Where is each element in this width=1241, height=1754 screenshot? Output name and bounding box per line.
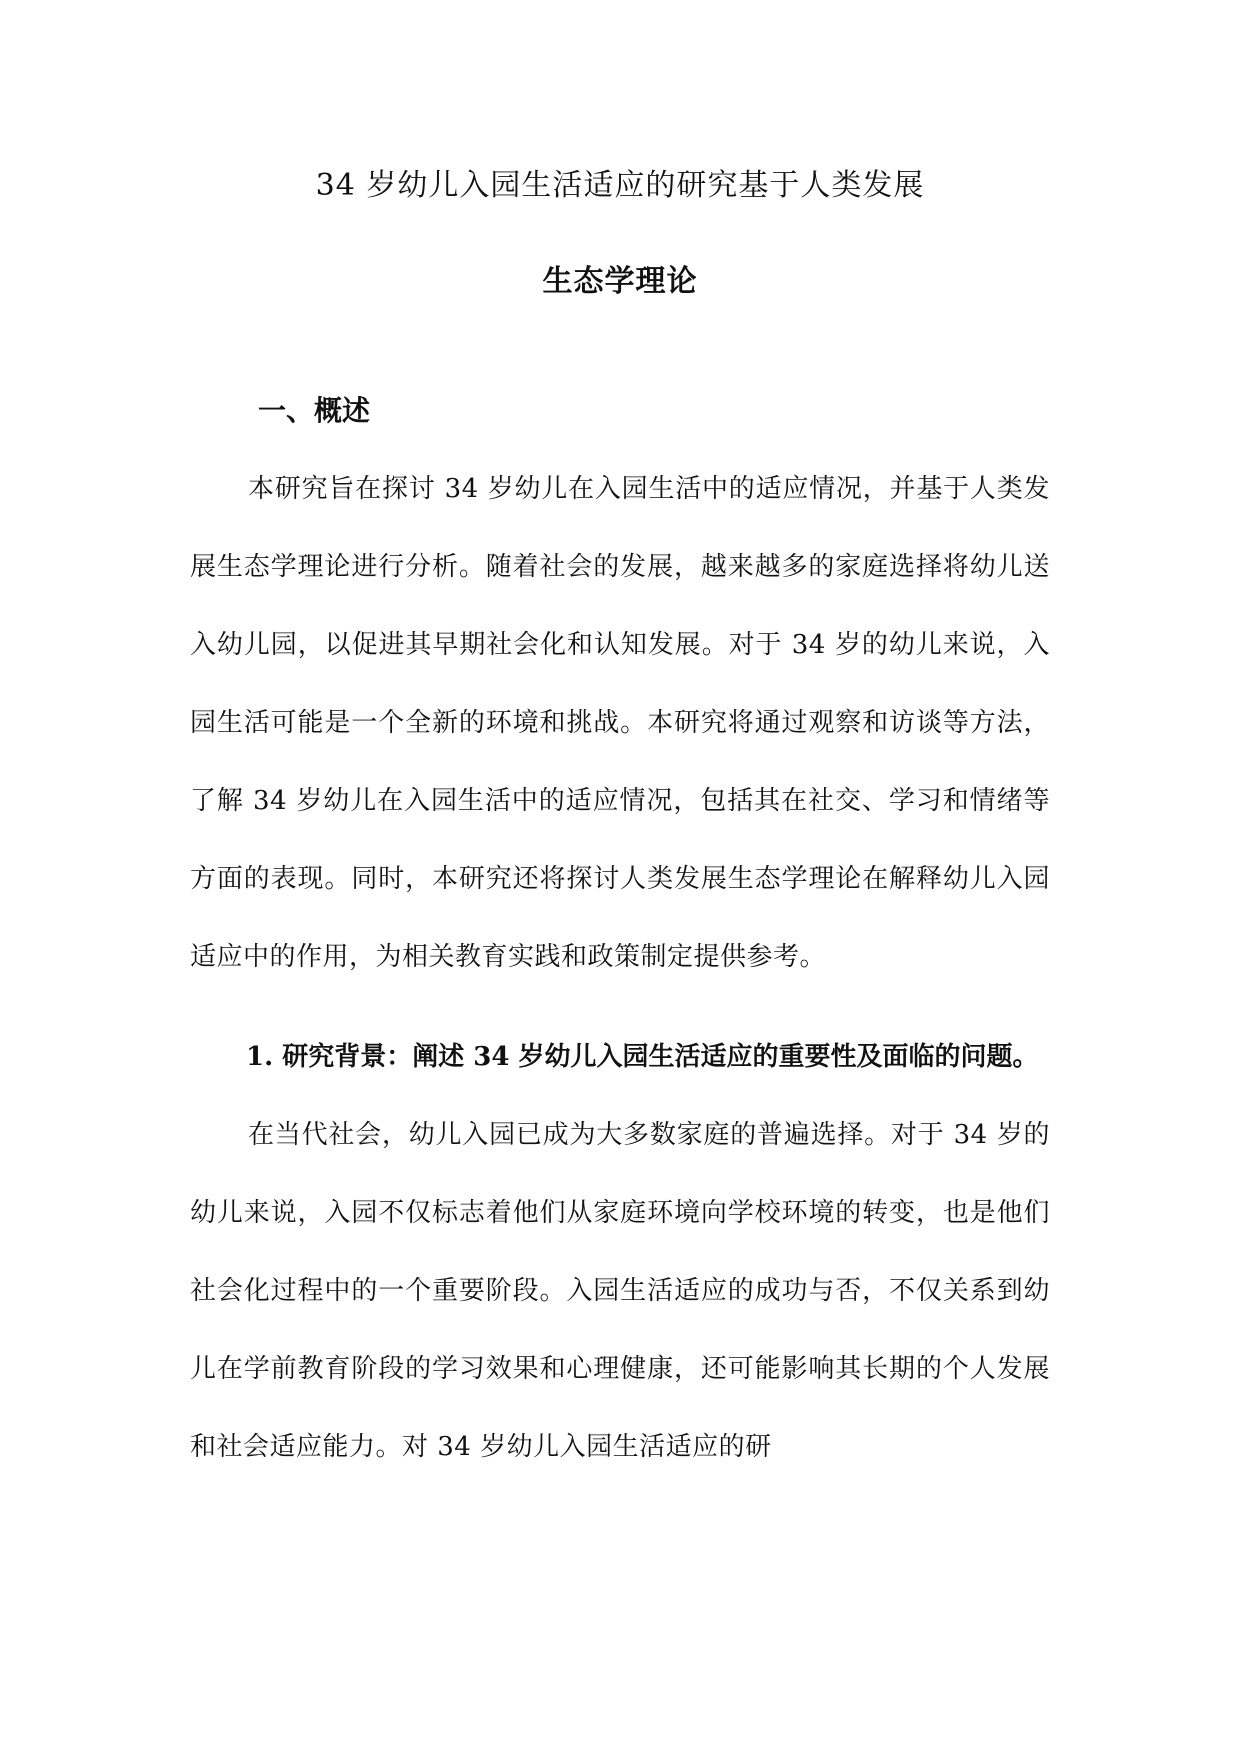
overview-paragraph: 本研究旨在探讨 34 岁幼儿在入园生活中的适应情况，并基于人类发展生态学理论进行分析。随着社会的发展，越来越多的家庭选择将幼儿送入幼儿园，以促进其早期社会化和认知发展。对于 34 岁的幼儿来说，入园生活可能是一个全新的环境和挑战。本研究将通过观察和访谈等方法，了解 34 岁幼儿在入园生活中的适应情况，包括其在社交、学习和情绪等方面的表现。同时，本研究还将探讨人类发展生态学理论在解释幼儿入园适应中的作用，为相关教育实践和政策制定提供参考。 [190,474,1050,972]
title-line-2: 生态学理论 [542,264,698,299]
document-body [190,138,1050,1486]
subsection-heading-background: 1. 研究背景：阐述 34 岁幼儿入园生活适应的重要性及面临的问题。 [246,1042,1039,1072]
background-paragraph: 在当代社会，幼儿入园已成为大多数家庭的普遍选择。对于 34 岁的幼儿来说，入园不仅标志着他们从家庭环境向学校环境的转变，也是他们社会化过程中的一个重要阶段。入园生活适应的成功与否，不仅关系到幼儿在学前教育阶段的学习效果和心理健康，还可能影响其长期的个人发展和社会适应能力。对 34 岁幼儿入园生活适应的研 [190,1120,1050,1462]
document-title [190,138,1050,330]
section-heading-overview: 一、概述 [258,394,371,427]
title-line-1: 34 岁幼儿入园生活适应的研究基于人类发展 [315,168,925,203]
